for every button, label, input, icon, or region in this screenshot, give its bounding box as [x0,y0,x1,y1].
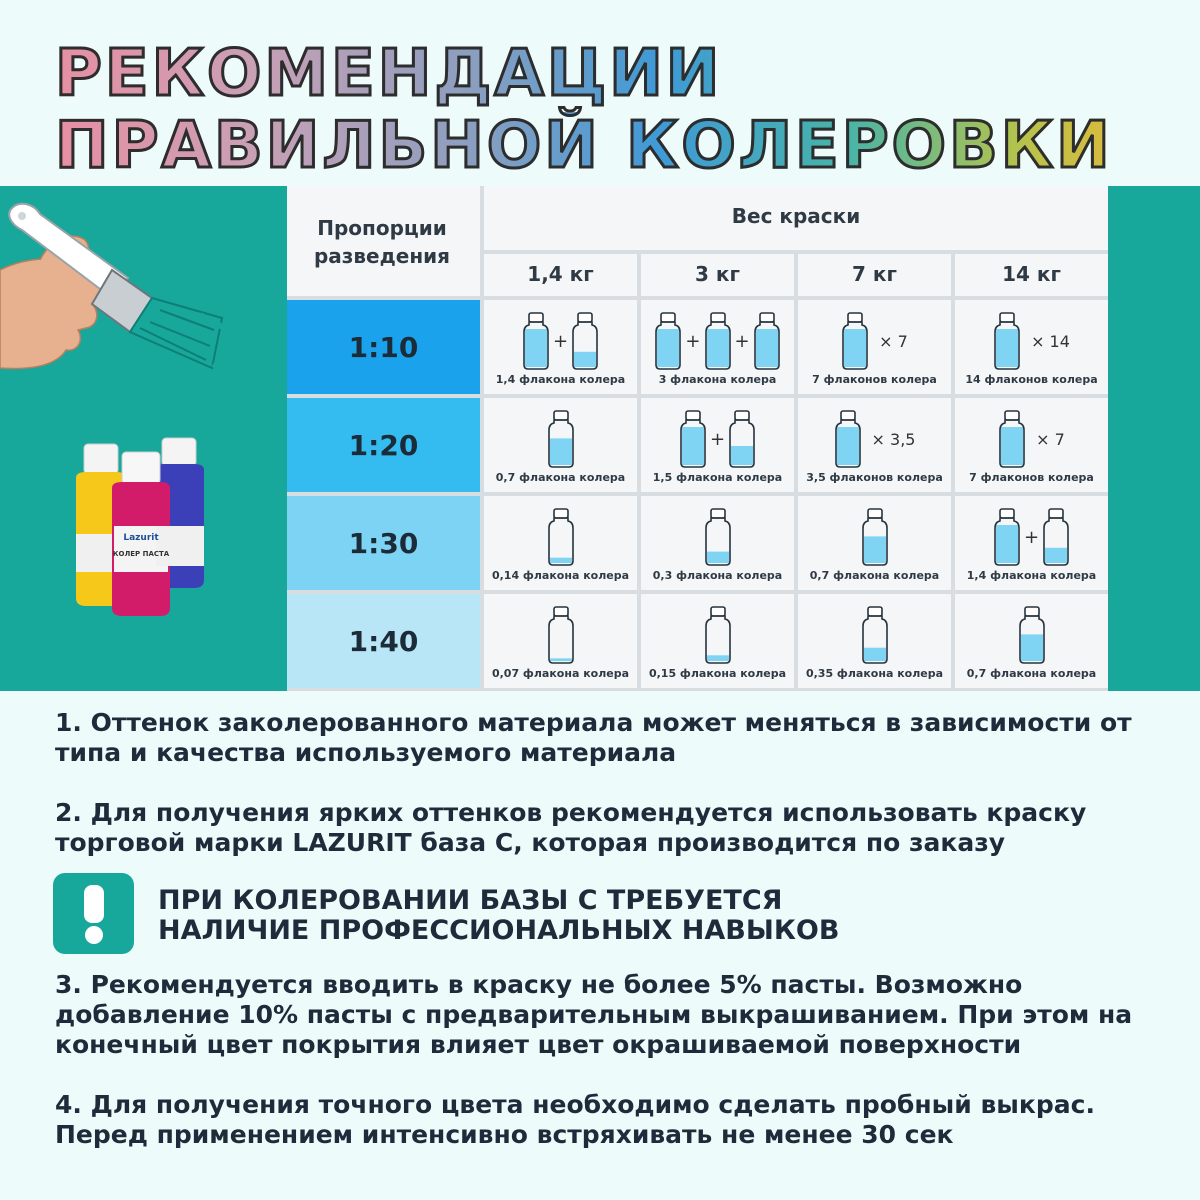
colorant-bottle-icon [861,606,889,664]
dosage-cell [641,496,794,590]
plus-sign: + [1023,526,1040,548]
multiplier-label: × 3,5 [871,429,916,449]
dosage-cell [798,496,951,590]
bottle-group [641,310,794,372]
weight-header: Вес краски [731,204,861,228]
bottle-group [798,408,951,470]
colorant-bottle-icon [571,312,599,370]
dosage-cell [641,398,794,492]
proportion-header-cell [287,186,480,296]
bottle-group [484,604,637,666]
weight-label: 14 кг [1002,262,1061,286]
dosage-cell [484,594,637,688]
dosage-cell [955,594,1108,688]
dosage-caption: 0,15 флакона колера [648,667,787,680]
note-2: 2. Для получения ярких оттенков рекомендуется использовать краску торговой марки LAZURIT база С, которая производится по заказу [55,798,1087,857]
bottle-group [641,604,794,666]
dosage-cell [798,594,951,688]
weight-column-header [798,254,951,296]
dosage-cell [955,398,1108,492]
bottle-group [798,310,951,372]
weight-label: 7 кг [852,262,897,286]
colorant-bottles-illustration [60,430,230,620]
weight-column-header [641,254,794,296]
tinting-table [287,186,1108,691]
colorant-bottle-icon [841,312,869,370]
dosage-cell [484,300,637,394]
colorant-bottle-icon [547,508,575,566]
plus-sign: + [685,330,701,352]
bottle-group [955,506,1108,568]
plus-sign: + [709,428,726,450]
bottle-group [798,604,951,666]
dosage-caption: 7 флаконов колера [812,373,937,386]
weight-label: 1,4 кг [527,262,594,286]
colorant-bottle-icon [547,606,575,664]
title-line-1: РЕКОМЕНДАЦИИ [55,40,1155,108]
colorant-bottle-icon [547,410,575,468]
bottle-group [955,310,1108,372]
dosage-caption: 1,5 флакона колера [652,471,783,484]
bottle-group [484,310,637,372]
colorant-bottle-icon [654,312,682,370]
ratio-cell: 1:30 [287,496,480,590]
colorant-bottle-icon [679,410,707,468]
dosage-caption: 0,7 флакона колера [809,569,940,582]
bottle-group [641,408,794,470]
title-line-2: ПРАВИЛЬНОЙ КОЛЕРОВКИ [55,112,1155,180]
jar-product-label: КОЛЕР ПАСТА [112,550,170,558]
dosage-cell [641,594,794,688]
exclamation-icon [74,883,114,945]
colorant-bottle-icon [993,312,1021,370]
dosage-cell [955,496,1108,590]
dosage-caption: 0,7 флакона колера [966,667,1097,680]
paint-brush-illustration [0,200,260,380]
dosage-caption: 1,4 флакона колера [966,569,1097,582]
bottle-group [484,408,637,470]
bottle-group [798,506,951,568]
colorant-bottle-icon [1042,508,1070,566]
weight-label: 3 кг [695,262,740,286]
dosage-cell [955,300,1108,394]
plus-sign: + [734,330,750,352]
dosage-cell [798,398,951,492]
warning-text: ПРИ КОЛЕРОВАНИИ БАЗЫ С ТРЕБУЕТСЯ НАЛИЧИЕ ПРОФЕССИОНАЛЬНЫХ НАВЫКОВ [158,885,840,946]
dosage-cell [798,300,951,394]
multiplier-label: × 14 [1031,331,1070,351]
weight-column-header [955,254,1108,296]
dosage-cell [484,496,637,590]
ratio-cell: 1:10 [287,300,480,394]
colorant-bottle-icon [998,410,1026,468]
proportion-header: Пропорции разведения [313,216,451,268]
dosage-caption: 14 флаконов колера [965,373,1098,386]
bottle-group [955,604,1108,666]
weight-header-cell [484,186,1108,250]
jar-brand-label: Lazurit [123,533,159,543]
dosage-cell [641,300,794,394]
bottle-group [641,506,794,568]
ratio-cell: 1:20 [287,398,480,492]
colorant-bottle-icon [1018,606,1046,664]
colorant-bottle-icon [728,410,756,468]
plus-sign: + [552,330,569,352]
colorant-bottle-icon [834,410,862,468]
ratio-cell: 1:40 [287,594,480,688]
dosage-caption: 0,7 флакона колера [495,471,626,484]
dosage-cell [484,398,637,492]
note-1: 1. Оттенок заколерованного материала может меняться в зависимости от типа и качества используемого материала [55,708,1132,767]
bottle-group [484,506,637,568]
dosage-caption: 1,4 флакона колера [495,373,626,386]
note-4: 4. Для получения точного цвета необходимо сделать пробный выкрас. Перед применением интенсивно встряхивать не менее 30 сек [55,1090,1095,1149]
note-3: 3. Рекомендуется вводить в краску не более 5% пасты. Возможно добавление 10% пасты с предварительным выкрашиванием. При этом на конечный цвет покрытия влияет цвет окрашиваемой поверхности [55,970,1133,1059]
dosage-caption: 3,5 флаконов колера [806,471,943,484]
dosage-caption: 7 флаконов колера [969,471,1094,484]
weight-column-header [484,254,637,296]
dosage-caption: 3 флакона колера [658,373,777,386]
colorant-bottle-icon [993,508,1021,566]
multiplier-label: × 7 [1036,429,1065,449]
colorant-bottle-icon [522,312,550,370]
dosage-caption: 0,07 флакона колера [491,667,630,680]
colorant-bottle-icon [861,508,889,566]
multiplier-label: × 7 [879,331,908,351]
colorant-bottle-icon [753,312,781,370]
colorant-bottle-icon [704,508,732,566]
colorant-bottle-icon [704,606,732,664]
page-title [55,37,1155,183]
dosage-caption: 0,3 флакона колера [652,569,783,582]
warning-badge [53,873,134,954]
colorant-bottle-icon [704,312,732,370]
dosage-caption: 0,35 флакона колера [805,667,944,680]
bottle-group [955,408,1108,470]
dosage-caption: 0,14 флакона колера [491,569,630,582]
